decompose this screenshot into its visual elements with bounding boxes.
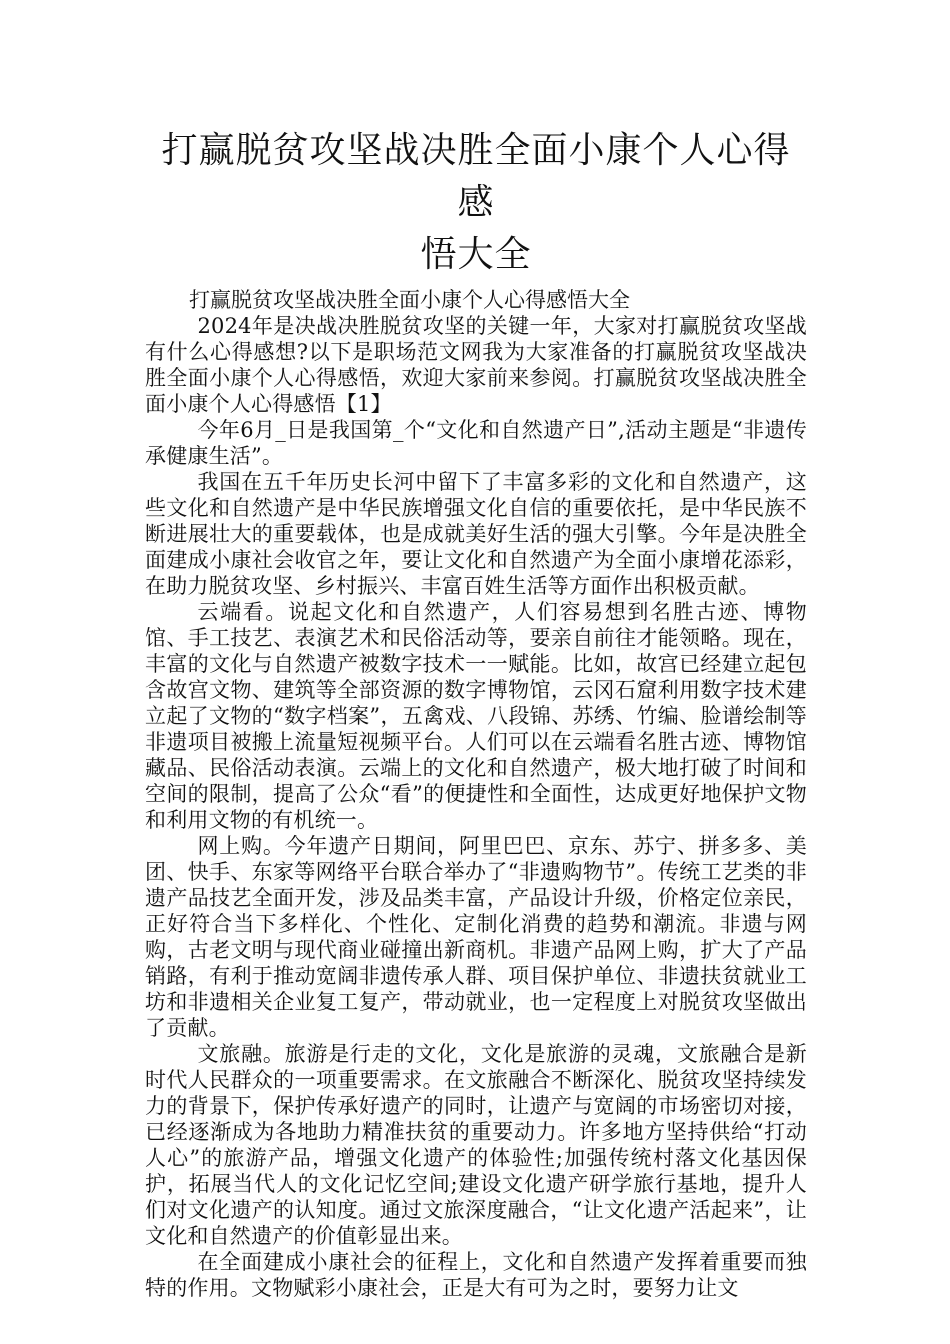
paragraph: 2024年是决战决胜脱贫攻坚的关键一年，大家对打赢脱贫攻坚战有什么心得感想?以下是职场范文网我为大家准备的打赢脱贫攻坚战决胜全面小康个人心得感悟，欢迎大家前来参阅。打赢脱贫攻坚战决胜全面小康个人心得感悟【1】 (145, 314, 807, 416)
paragraph: 我国在五千年历史长河中留下了丰富多彩的文化和自然遗产，这些文化和自然遗产是中华民族增强文化自信的重要依托，是中华民族不断进展壮大的重要载体，也是成就美好生活的强大引擎。今年是决胜全面建成小康社会收官之年，要让文化和自然遗产为全面小康增花添彩，在助力脱贫攻坚、乡村振兴、丰富百姓生活等方面作出积极贡献。 (145, 470, 807, 598)
paragraph: 今年6月_日是我国第_个“文化和自然遗产日”,活动主题是“非遗传承健康生活”。 (145, 418, 807, 468)
title-line-1: 打赢脱贫攻坚战决胜全面小康个人心得感 (161, 130, 791, 223)
paragraph: 云端看。说起文化和自然遗产，人们容易想到名胜古迹、博物馆、手工技艺、表演艺术和民俗活动等，要亲自前往才能领略。现在，丰富的文化与自然遗产被数字技术一一赋能。比如，故宫已经建立起包含故宫文物、建筑等全部资源的数字博物馆，云冈石窟利用数字技术建立起了文物的“数字档案”，五禽戏、八段锦、苏绣、竹编、脸谱绘制等非遗项目被搬上流量短视频平台。人们可以在云端看名胜古迹、博物馆藏品、民俗活动表演。云端上的文化和自然遗产，极大地打破了时间和空间的限制，提高了公众“看”的便捷性和全面性，达成更好地保护文物和利用文物的有机统一。 (145, 600, 807, 832)
paragraph: 网上购。今年遗产日期间，阿里巴巴、京东、苏宁、拼多多、美团、快手、东家等网络平台联合举办了“非遗购物节”。传统工艺类的非遗产品技艺全面开发，涉及品类丰富，产品设计升级，价格定位亲民，正好符合当下多样化、个性化、定制化消费的趋势和潮流。非遗与网购，古老文明与现代商业碰撞出新商机。非遗产品网上购，扩大了产品销路，有利于推动宽阔非遗传承人群、项目保护单位、非遗扶贫就业工坊和非遗相关企业复工复产，带动就业，也一定程度上对脱贫攻坚做出了贡献。 (145, 834, 807, 1040)
document-title (145, 125, 807, 281)
document-subtitle: 打赢脱贫攻坚战决胜全面小康个人心得感悟大全 (189, 288, 630, 312)
paragraph: 文旅融。旅游是行走的文化，文化是旅游的灵魂，文旅融合是新时代人民群众的一项重要需求。在文旅融合不断深化、脱贫攻坚持续发力的背景下，保护传承好遗产的同时，让遗产与宽阔的市场密切对接，已经逐渐成为各地助力精准扶贫的重要动力。许多地方坚持供给“打动人心”的旅游产品，增强文化遗产的体验性;加强传统村落文化基因保护，拓展当代人的文化记忆空间;建设文化遗产研学旅行基地，提升人们对文化遗产的认知度。通过文旅深度融合，“让文化遗产活起来”，让文化和自然遗产的价值彰显出来。 (145, 1042, 807, 1248)
document-page (145, 125, 807, 1301)
paragraph: 在全面建成小康社会的征程上，文化和自然遗产发挥着重要而独特的作用。文物赋彩小康社会，正是大有可为之时，要努力让文 (145, 1250, 807, 1300)
title-line-2: 悟大全 (420, 234, 532, 275)
